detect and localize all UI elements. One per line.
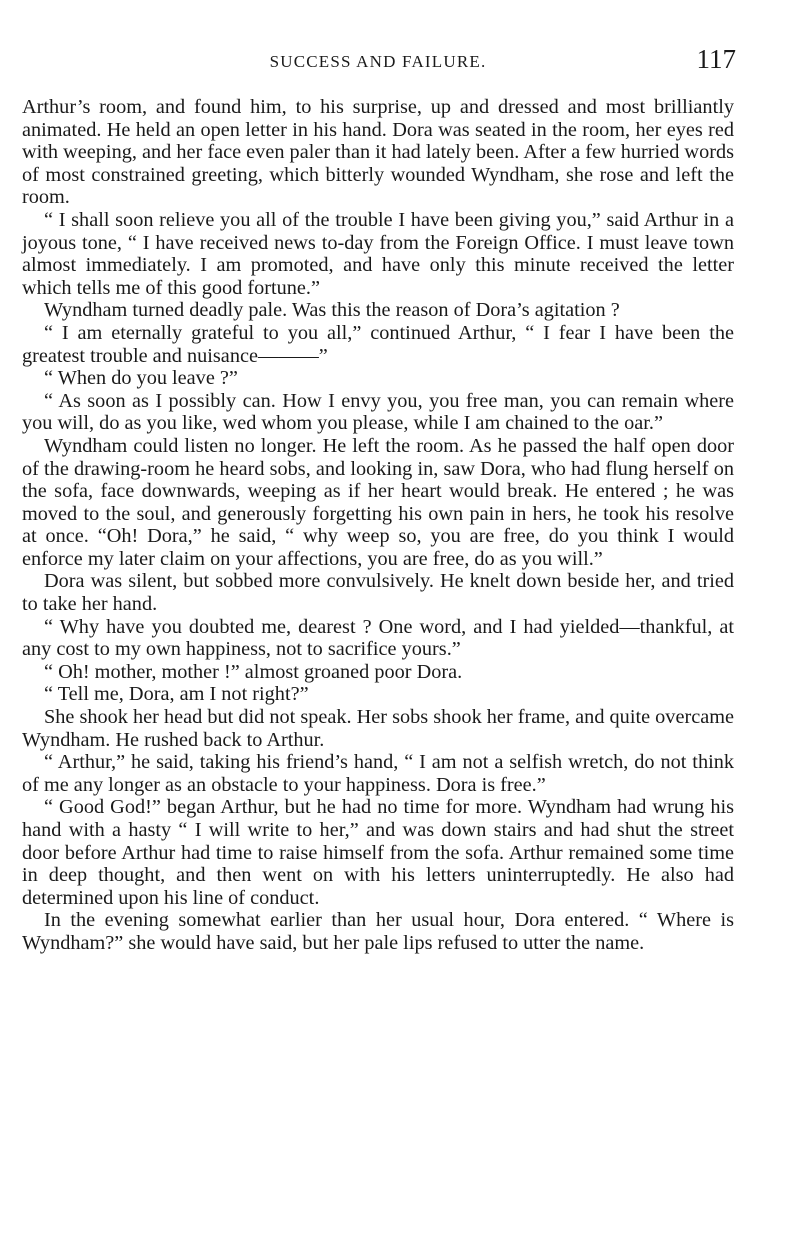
paragraph: In the evening somewhat earlier than her usual hour, Dora entered. “ Where is Wyndham?” she would have said, but her pale lips refused to utter the name. (22, 909, 734, 954)
paragraph: Arthur’s room, and found him, to his surprise, up and dressed and most brilliantly animated. He held an open letter in his hand. Dora was seated in the room, her eyes red with weeping, and her face even paler than it had lately been. After a few hurried words of most constrained greeting, which bitterly wounded Wyndham, she rose and left the room. (22, 96, 734, 209)
paragraph: “ When do you leave ?” (44, 367, 238, 390)
paragraph: “ Why have you doubted me, dearest ? One word, and I had yielded—thankful, at any cost to my own happiness, not to sacrifice yours.” (22, 615, 734, 661)
paragraph: Dora was silent, but sobbed more convulsively. He knelt down beside her, and tried to take her hand. (22, 570, 734, 616)
paragraph: “ I shall soon relieve you all of the trouble I have been giving you,” said Arthur in a joyous tone, “ I have received news to-day from the Foreign Office. I must leave town almost immediately. I am promoted, and have only this minute received the letter which tells me of this good fortune.” (22, 208, 734, 299)
running-head (20, 44, 736, 80)
paragraph: “ Arthur,” he said, taking his friend’s hand, “ I am not a selfish wretch, do not think of me any longer as an obstacle to your happiness. Dora is free.” (22, 751, 734, 796)
paragraph: “ Tell me, Dora, am I not right?” (44, 683, 309, 706)
paragraph: She shook her head but did not speak. Her sobs shook her frame, and quite overcame Wyndham. He rushed back to Arthur. (22, 706, 734, 751)
paragraph: Wyndham could listen no longer. He left the room. As he passed the half open door of the drawing-room he heard sobs, and looking in, saw Dora, who had flung herself on the sofa, face downwards, weeping as if her heart would break. He entered ; he was moved to the soul, and generously forgetting his own pain in hers, he took his resolve at once. “Oh! Dora,” he said, “ why weep so, you are free, do you think I would enforce my later claim on your affections, you are free, do as you will.” (22, 434, 734, 570)
body-text (22, 96, 734, 955)
paragraph: Wyndham turned deadly pale. Was this the reason of Dora’s agitation ? (44, 299, 620, 322)
running-title: SUCCESS AND FAILURE. (269, 52, 487, 71)
paragraph: “ As soon as I possibly can. How I envy you, you free man, you can remain where you will, do as you like, wed whom you please, while I am chained to the oar.” (22, 389, 734, 435)
page-number: 117 (696, 44, 736, 74)
paragraph: “ Oh! mother, mother !” almost groaned poor Dora. (44, 660, 463, 683)
paragraph: “ Good God!” began Arthur, but he had no time for more. Wyndham had wrung his hand with a hasty “ I will write to her,” and was down stairs and had shut the street door before Arthur had time to raise himself from the sofa. Arthur remained some time in deep thought, and then went on with his letters uninterruptedly. He also had determined upon his line of conduct. (22, 796, 734, 909)
paragraph: “ I am eternally grateful to you all,” continued Arthur, “ I fear I have been the greatest trouble and nuisance———” (22, 321, 734, 367)
